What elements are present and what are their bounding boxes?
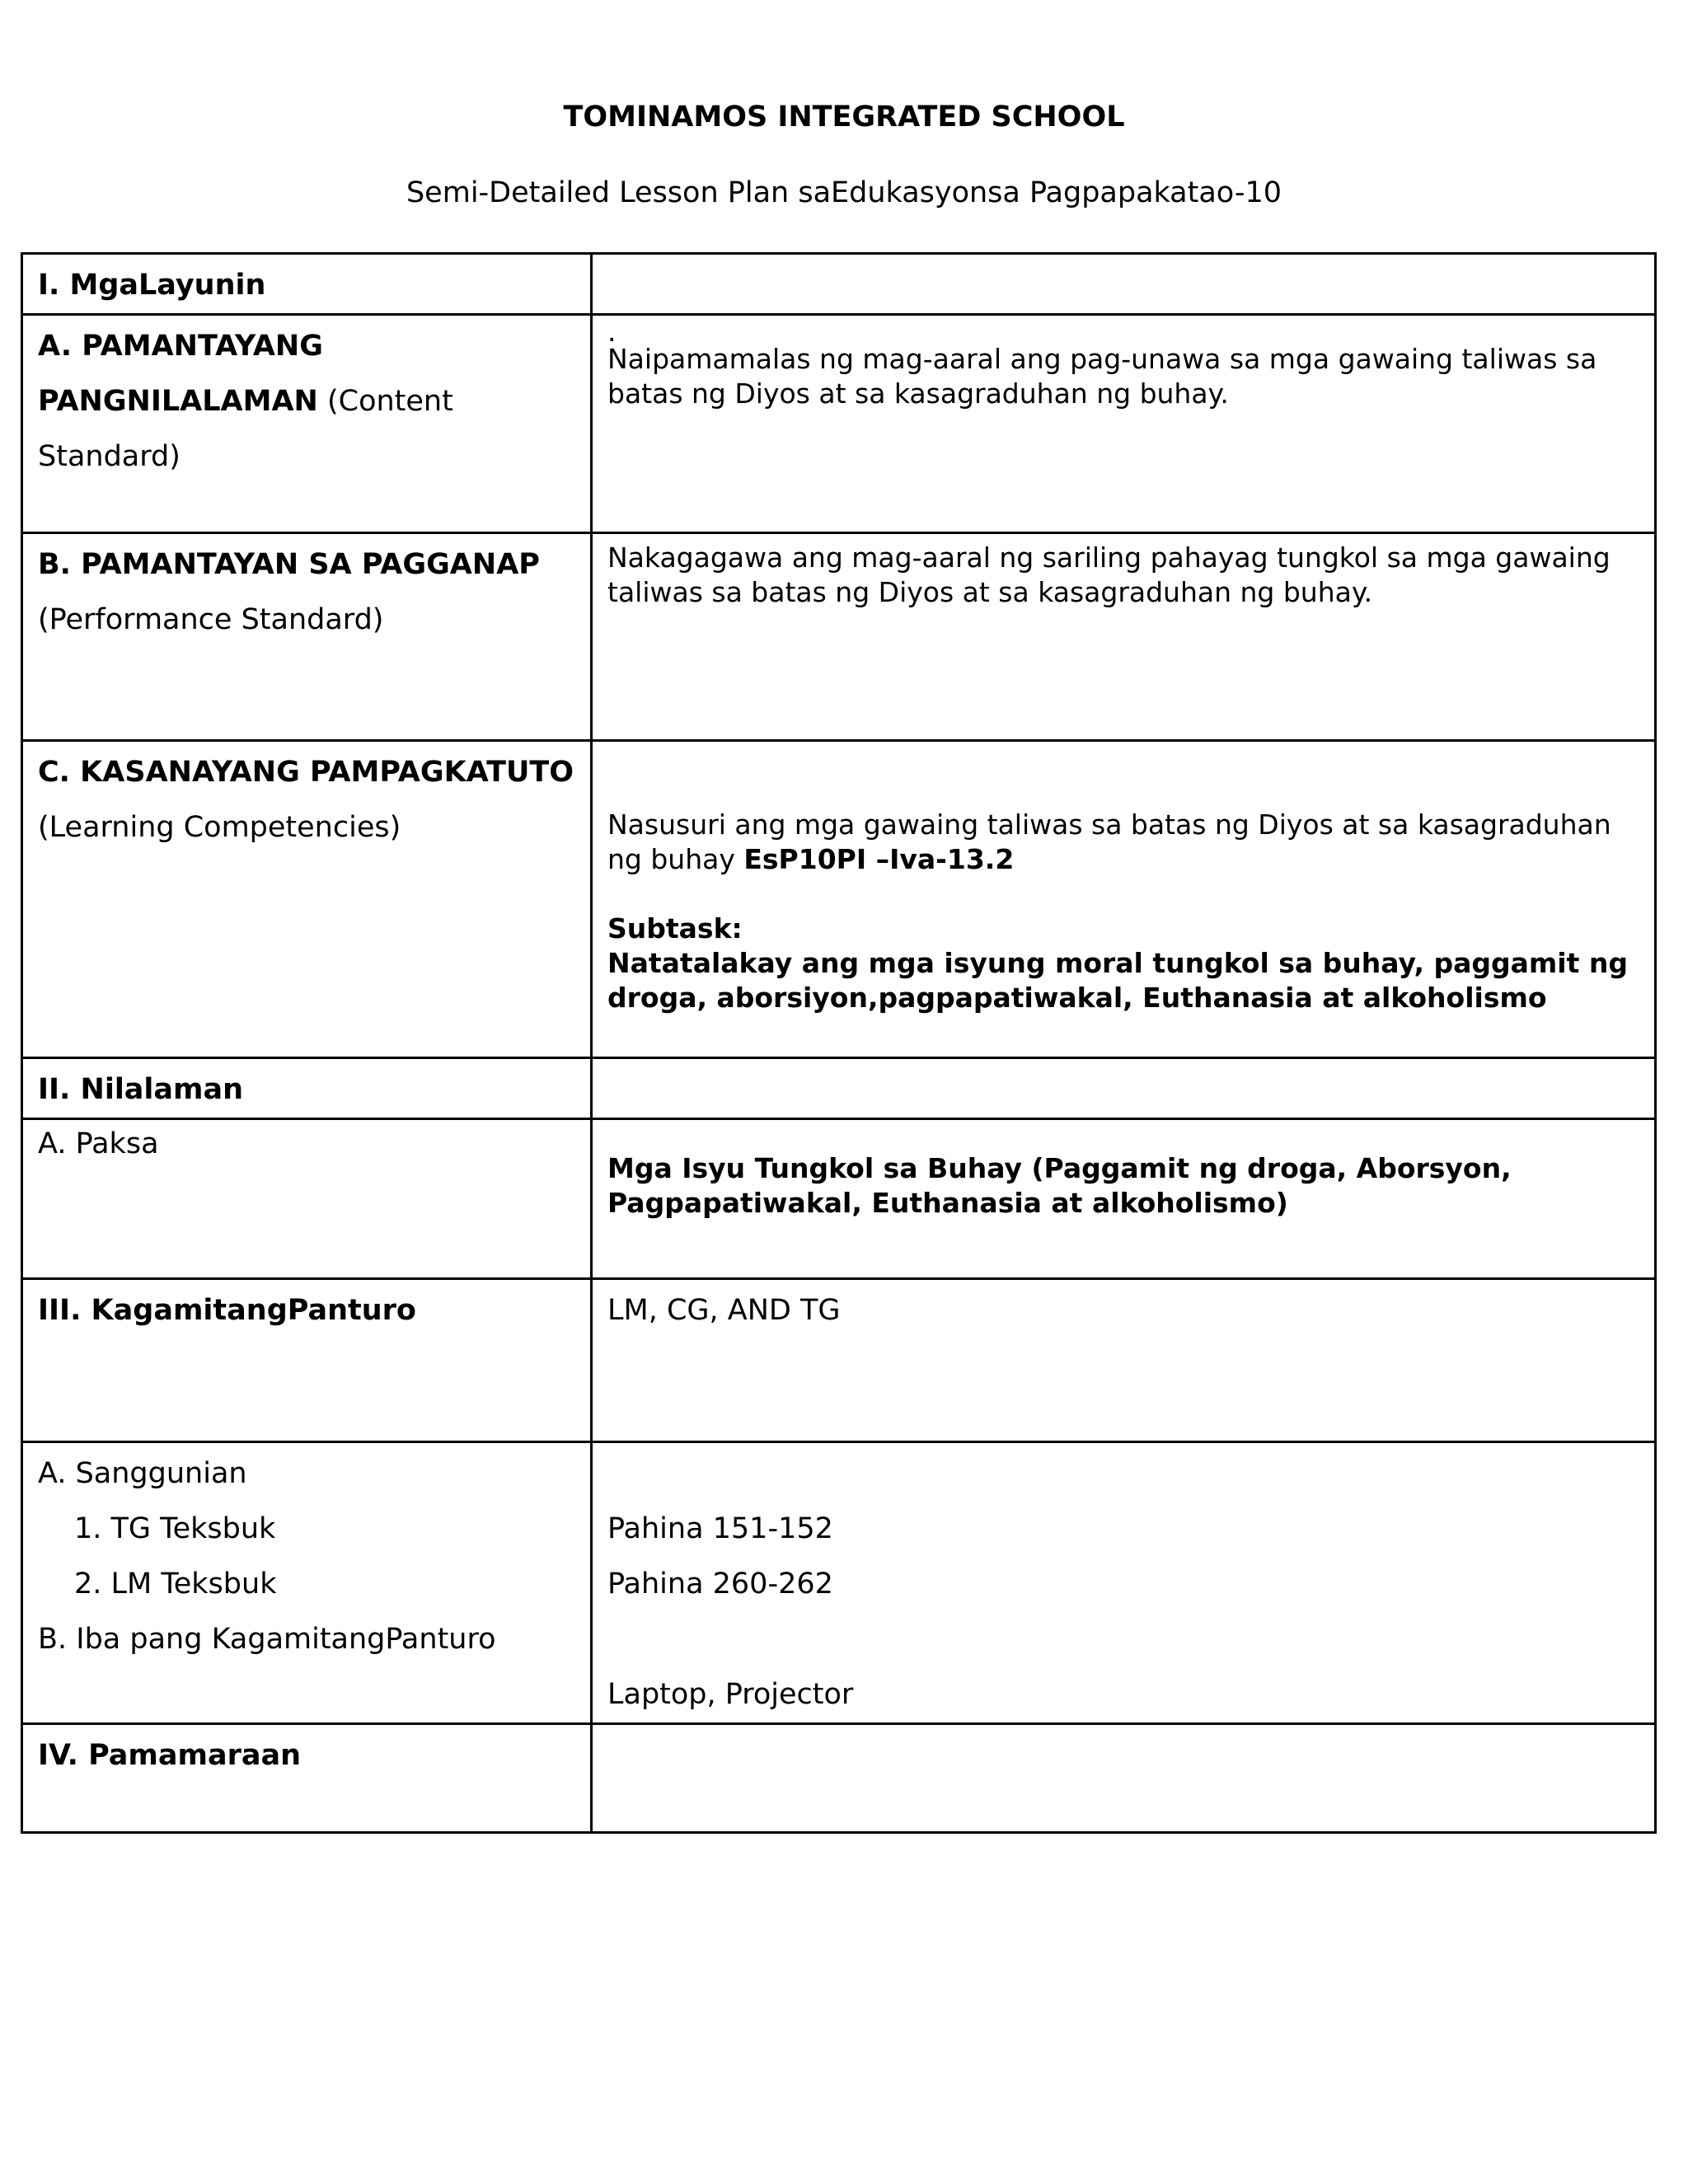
content-standard-label-normal: (Content	[317, 385, 453, 418]
learning-competencies-code: EsP10PI –Iva-13.2	[743, 843, 1015, 875]
performance-standard-label	[23, 534, 590, 648]
performance-standard-label-cell	[22, 533, 592, 741]
row-paksa	[22, 1119, 1656, 1279]
paksa-label: A. Paksa	[38, 1127, 159, 1160]
spacer	[607, 1612, 1639, 1667]
spacer	[607, 1446, 1639, 1502]
subtask-label: Subtask:	[607, 912, 743, 944]
sanggunian-label-2: 2. LM Teksbuk	[74, 1568, 277, 1601]
kagamitan-label: III. KagamitangPanturo	[38, 1294, 416, 1327]
sanggunian-label	[23, 1443, 590, 1667]
row-nilalaman	[22, 1058, 1656, 1119]
sanggunian-label-1: 1. TG Teksbuk	[74, 1512, 276, 1545]
learning-competencies-label-normal: (Learning Competencies)	[38, 811, 401, 844]
sanggunian-value-b: Laptop, Projector	[607, 1678, 854, 1711]
performance-standard-value-cell	[592, 533, 1656, 741]
content-standard-label	[23, 316, 590, 485]
sanggunian-values	[593, 1443, 1654, 1722]
lesson-plan-table	[21, 252, 1657, 1834]
nilalaman-label-cell	[22, 1058, 592, 1119]
lesson-plan-title: Semi-Detailed Lesson Plan saEdukasyonsa Pagpapakatao-10	[406, 176, 1282, 209]
learning-competencies-value	[593, 742, 1654, 1015]
row-kagamitan	[22, 1279, 1656, 1442]
learning-competencies-text: Nasusuri ang mga gawaing taliwas sa batas ng Diyos at sa kasagraduhan ng buhay	[607, 808, 1611, 875]
learning-competencies-value-cell	[592, 741, 1656, 1058]
spacer	[607, 877, 1639, 912]
learning-competencies-text-line	[607, 808, 1639, 877]
paksa-value: Mga Isyu Tungkol sa Buhay (Paggamit ng droga, Aborsyon, Pagpapatiwakal, Euthanasia at alkoholismo)	[607, 1152, 1512, 1219]
sanggunian-label-a: A. Sanggunian	[38, 1457, 247, 1490]
row-learning-competencies	[22, 741, 1656, 1058]
row-sanggunian	[22, 1442, 1656, 1724]
row-content-standard	[22, 315, 1656, 533]
nilalaman-label: II. Nilalaman	[38, 1073, 244, 1106]
learning-competencies-label-cell	[22, 741, 592, 1058]
content-standard-value-cell	[592, 315, 1656, 533]
content-standard-dot: .	[607, 316, 617, 348]
learning-competencies-label-bold: C. KASANAYANG PAMPAGKATUTO	[38, 756, 574, 789]
paksa-label-cell	[22, 1119, 592, 1279]
layunin-label: I. MgaLayunin	[38, 269, 266, 302]
layunin-label-cell	[22, 254, 592, 315]
pamamaraan-value-cell	[592, 1724, 1656, 1833]
content-standard-label-line-3: Standard)	[38, 440, 181, 473]
nilalaman-value-cell	[592, 1058, 1656, 1119]
performance-standard-label-bold: B. PAMANTAYAN SA PAGGANAP	[38, 548, 540, 581]
content-standard-text: Naipamamalas ng mag-aaral ang pag-unawa sa mga gawaing taliwas sa batas ng Diyos at sa kasagraduhan ng buhay.	[607, 343, 1597, 410]
content-standard-label-cell	[22, 315, 592, 533]
row-pamamaraan	[22, 1724, 1656, 1833]
content-standard-value	[593, 316, 1654, 411]
paksa-value-cell	[592, 1119, 1656, 1279]
kagamitan-value: LM, CG, AND TG	[607, 1294, 841, 1327]
subtask-text: Natatalakay ang mga isyung moral tungkol sa buhay, paggamit ng droga, aborsiyon,pagpapatiwakal, Euthanasia at alkoholismo	[607, 947, 1628, 1014]
sanggunian-label-b: B. Iba pang KagamitangPanturo	[38, 1623, 496, 1656]
learning-competencies-label	[23, 742, 590, 855]
content-standard-label-line-2	[38, 374, 575, 429]
sanggunian-value-cell	[592, 1442, 1656, 1724]
performance-standard-text: Nakagagawa ang mag-aaral ng sariling pahayag tungkol sa mga gawaing taliwas sa batas ng Diyos at sa kasagraduhan ng buhay.	[607, 541, 1611, 608]
content-standard-label-bold: PANGNILALAMAN	[38, 385, 318, 418]
row-performance-standard	[22, 533, 1656, 741]
row-layunin	[22, 254, 1656, 315]
kagamitan-value-cell	[592, 1279, 1656, 1442]
sanggunian-value-2: Pahina 260-262	[607, 1568, 833, 1601]
layunin-value-cell	[592, 254, 1656, 315]
content-standard-label-line-1: A. PAMANTAYANG	[38, 330, 323, 363]
performance-standard-label-normal: (Performance Standard)	[38, 603, 384, 636]
pamamaraan-label-cell	[22, 1724, 592, 1833]
kagamitan-label-cell	[22, 1279, 592, 1442]
sanggunian-value-1: Pahina 151-152	[607, 1512, 833, 1545]
school-name: TOMINAMOS INTEGRATED SCHOOL	[563, 101, 1125, 134]
sanggunian-label-cell	[22, 1442, 592, 1724]
pamamaraan-label: IV. Pamamaraan	[38, 1739, 301, 1772]
